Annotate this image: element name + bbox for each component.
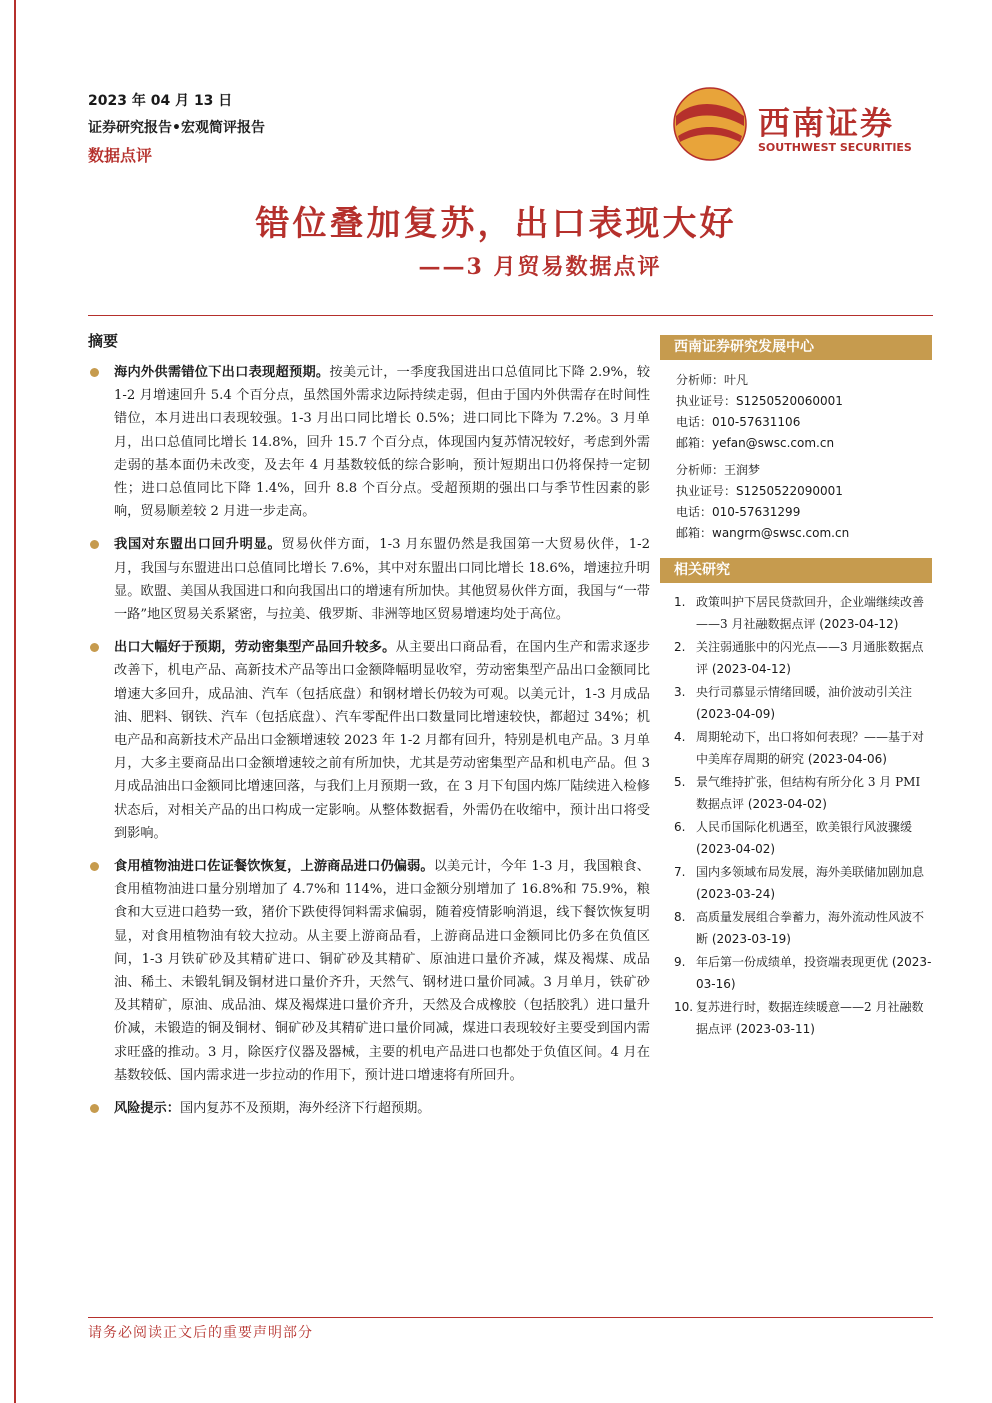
risk-warning — [88, 1097, 650, 1120]
abstract-bullet — [88, 533, 650, 626]
bullet-text: 国内复苏不及预期，海外经济下行超预期。 — [179, 1101, 431, 1117]
title-divider — [88, 315, 933, 316]
related-item-number: 10. — [674, 1000, 694, 1014]
email-link[interactable]: yefan@swsc.com.cn — [712, 436, 835, 450]
related-item-number: 8. — [674, 910, 686, 924]
related-item-date: (2023-04-12) — [711, 662, 791, 676]
bullet-text: 以美元计，今年 1-3 月，我国粮食、食用植物油进口量分别增加了 4.7%和 114%，进口金额分别增加了 16.8%和 75.9%，粮食和大豆进口趋势一致，猪价下跌使得饲料需求偏弱，随着疫情影响消退，线下餐饮恢复明显，对食用植物油有较大拉动。从主要上游商品看，上游商品进口金额同比仍多在负值区间，1-3 月铁矿砂及其精矿进口、铜矿砂及其精矿、原油进口量价齐减，煤及褐煤、成品油、稀土、未锻轧铜及铜材进口量价齐升，天然气、钢材进口量价同减。3 月单月，铁矿砂及其精矿，原油、成品油、煤及褐煤进口量价齐升，天然及合成橡胶（包括胶乳）进口量升价减，未锻造的铜及铜材、铜矿砂及其精矿进口量价同减，煤进口表现较好主要受到国内需求旺盛的推动。3 月，除医疗仪器及器械，主要的机电产品进口也都处于负值区间。4 月在基数较低、国内需求进一步拉动的作用下，预计进口增速将有所回升。 — [114, 859, 650, 1083]
analyst-card — [676, 460, 932, 544]
related-research-item[interactable] — [674, 771, 932, 815]
abstract-heading: 摘要 — [88, 332, 119, 350]
bullet-lead: 我国对东盟出口回升明显。 — [114, 537, 282, 553]
report-meta — [88, 88, 265, 169]
related-item-number: 1. — [674, 595, 686, 609]
report-date: 2023 年 04 月 13 日 — [88, 93, 233, 109]
cert-number: S1250522090001 — [736, 484, 843, 498]
related-research-header: 相关研究 — [660, 558, 932, 583]
related-item-title: 人民币国际化机遇至，欧美银行风波骤缓 — [696, 820, 913, 834]
related-item-date: (2023-04-12) — [819, 617, 899, 631]
cert-label: 执业证号： — [676, 394, 737, 408]
related-research-item[interactable] — [674, 591, 932, 635]
analyst-name-label: 分析师： — [676, 463, 725, 477]
related-research-item[interactable] — [674, 681, 932, 725]
logo-name-en: SOUTHWEST SECURITIES — [758, 141, 912, 154]
bullet-lead: 食用植物油进口佐证餐饮恢复，上游商品进口仍偏弱。 — [114, 859, 434, 875]
analyst-card — [676, 370, 932, 454]
bullet-lead: 海内外供需错位下出口表现超预期。 — [114, 365, 330, 380]
phone-label: 电话： — [676, 415, 713, 429]
related-item-title: 国内多领域布局发展，海外美联储加剧加息 — [696, 865, 925, 879]
bullet-lead: 风险提示： — [114, 1101, 180, 1117]
email-label: 邮箱： — [676, 526, 713, 540]
related-item-title: 政策叫护下居民贷款回升，企业端继续改善——3 月社融数据点评 — [696, 595, 925, 631]
bullet-dot-icon — [90, 643, 99, 652]
related-research-item[interactable] — [674, 861, 932, 905]
related-item-date: (2023-03-24) — [696, 887, 776, 901]
research-center-header: 西南证券研究发展中心 — [660, 335, 932, 360]
related-item-date: (2023-04-02) — [747, 797, 827, 811]
related-item-number: 9. — [674, 955, 686, 969]
related-item-date: (2023-03-16) — [696, 955, 932, 991]
abstract-bullet — [88, 855, 650, 1087]
bullet-dot-icon — [90, 368, 99, 377]
related-research-item[interactable] — [674, 906, 932, 950]
abstract-section — [88, 330, 650, 1130]
bullet-text: 按美元计，一季度我国进出口总值同比下降 2.9%，较 1-2 月增速回升 5.4 个百分点，虽然国外需求边际持续走弱，但由于国内外供需存在时间性错位，本月进出口表现较强。1-3 月出口同比增长 0.5%；进口同比下降为 7.2%。3 月单月，出口总值同比增长 14.8%，回升 15.7 个百分点，体现国内复苏情况较好，考虑到外需走弱的基本面仍未改变，及去年 4 月基数较低的综合影响，预计短期出口仍将保持一定韧性；进口总值同比下降 1.4%，回升 8.8 个百分点。受超预期的强出口与季节性因素的影响，贸易顺差较 2 月进一步走高。 — [114, 365, 651, 520]
report-type: 数据点评 — [88, 146, 153, 165]
analyst-name-label: 分析师： — [676, 373, 725, 387]
email-label: 邮箱： — [676, 436, 713, 450]
abstract-bullet — [88, 636, 650, 845]
bullet-dot-icon — [90, 540, 99, 549]
related-item-number: 4. — [674, 730, 686, 744]
report-subtitle: ——3 月贸易数据点评 — [418, 254, 662, 280]
related-research-item[interactable] — [674, 636, 932, 680]
bullet-text: 贸易伙伴方面，1-3 月东盟仍然是我国第一大贸易伙伴，1-2 月，我国与东盟进出口总值同比增长 7.6%，其中对东盟出口同比增长 18.6%，增速拉升明显。欧盟、美国从我国进口和向我国出口的增速有所加快。其他贸易伙伴方面，我国与“一带一路”地区贸易关系紧密，与拉美、俄罗斯、非洲等地区贸易增速均处于高位。 — [114, 537, 651, 623]
sidebar — [660, 335, 932, 1041]
logo-emblem-icon — [672, 86, 748, 162]
related-research-item[interactable] — [674, 816, 932, 860]
related-item-title: 景气维持扩张，但结构有所分化 3 月 PMI 数据点评 — [696, 775, 921, 811]
related-item-title: 复苏进行时，数据连续暖意——2 月社融数据点评 — [696, 1000, 924, 1036]
bullet-dot-icon — [90, 862, 99, 871]
related-research-list — [660, 583, 932, 1040]
related-item-date: (2023-03-19) — [711, 932, 791, 946]
phone-number: 010-57631106 — [712, 415, 801, 429]
cert-label: 执业证号： — [676, 484, 737, 498]
analyst-name: 王润梦 — [724, 463, 761, 477]
disclaimer-note: 请务必阅读正文后的重要声明部分 — [88, 1325, 313, 1341]
footer-divider — [88, 1317, 933, 1318]
related-item-number: 3. — [674, 685, 686, 699]
related-item-title: 关注弱通胀中的闪光点——3 月通胀数据点评 — [696, 640, 924, 676]
phone-label: 电话： — [676, 505, 713, 519]
southwest-securities-logo — [672, 86, 922, 166]
related-item-date: (2023-04-09) — [696, 707, 776, 721]
related-research-item[interactable] — [674, 951, 932, 995]
related-research-item[interactable] — [674, 726, 932, 770]
analyst-list — [660, 360, 932, 544]
related-item-number: 7. — [674, 865, 686, 879]
bullet-dot-icon — [90, 1104, 99, 1113]
abstract-bullet — [88, 361, 650, 523]
report-category: 证券研究报告•宏观简评报告 — [88, 120, 265, 136]
related-item-date: (2023-04-02) — [696, 842, 776, 856]
related-item-title: 高质量发展组合拳蓄力，海外流动性风波不断 — [696, 910, 925, 946]
analyst-name: 叶凡 — [724, 373, 749, 387]
related-item-number: 5. — [674, 775, 686, 789]
related-item-title: 央行司慕显示情绪回暖，油价波动引关注 — [696, 685, 913, 699]
related-item-number: 6. — [674, 820, 686, 834]
phone-number: 010-57631299 — [712, 505, 801, 519]
cert-number: S1250520060001 — [736, 394, 843, 408]
email-link[interactable]: wangrm@swsc.com.cn — [712, 526, 850, 540]
related-item-date: (2023-04-06) — [807, 752, 887, 766]
logo-name-cn: 西南证券 — [758, 104, 895, 142]
related-item-title: 周期轮动下，出口将如何表现？——基于对中美库存周期的研究 — [696, 730, 925, 766]
bullet-text: 从主要出口商品看，在国内生产和需求逐步改善下，机电产品、高新技术产品等出口金额降幅明显收窄，劳动密集型产品出口金额同比增速大多回升，成品油、汽车（包括底盘）和钢材增长仍较为可观。以美元计，1-3 月成品油、肥料、钢铁、汽车（包括底盘）、汽车零配件出口数量同比增速较快，都超过 34%；机电产品和高新技术产品出口金额增速较 2023 年 1-2 月都有回升，特别是机电产品。3 月单月，大多主要商品出口金额增速较之前有所加快，尤其是劳动密集型产品和机电产品。但 3 月成品油出口金额同比增速回落，与我们上月预期一致，在 3 月下旬国内炼厂陆续进入检修状态后，对相关产品的出口构成一定影响。从整体数据看，外需仍在收缩中，预计出口将受到影响。 — [114, 640, 650, 841]
report-title: 错位叠加复苏，出口表现大好 — [255, 204, 737, 244]
related-research-item[interactable] — [674, 996, 932, 1040]
related-item-number: 2. — [674, 640, 686, 654]
related-item-title: 年后第一份成绩单，投资端表现更优 — [696, 955, 889, 969]
related-item-date: (2023-03-11) — [735, 1022, 815, 1036]
bullet-lead: 出口大幅好于预期，劳动密集型产品回升较多。 — [114, 640, 396, 656]
